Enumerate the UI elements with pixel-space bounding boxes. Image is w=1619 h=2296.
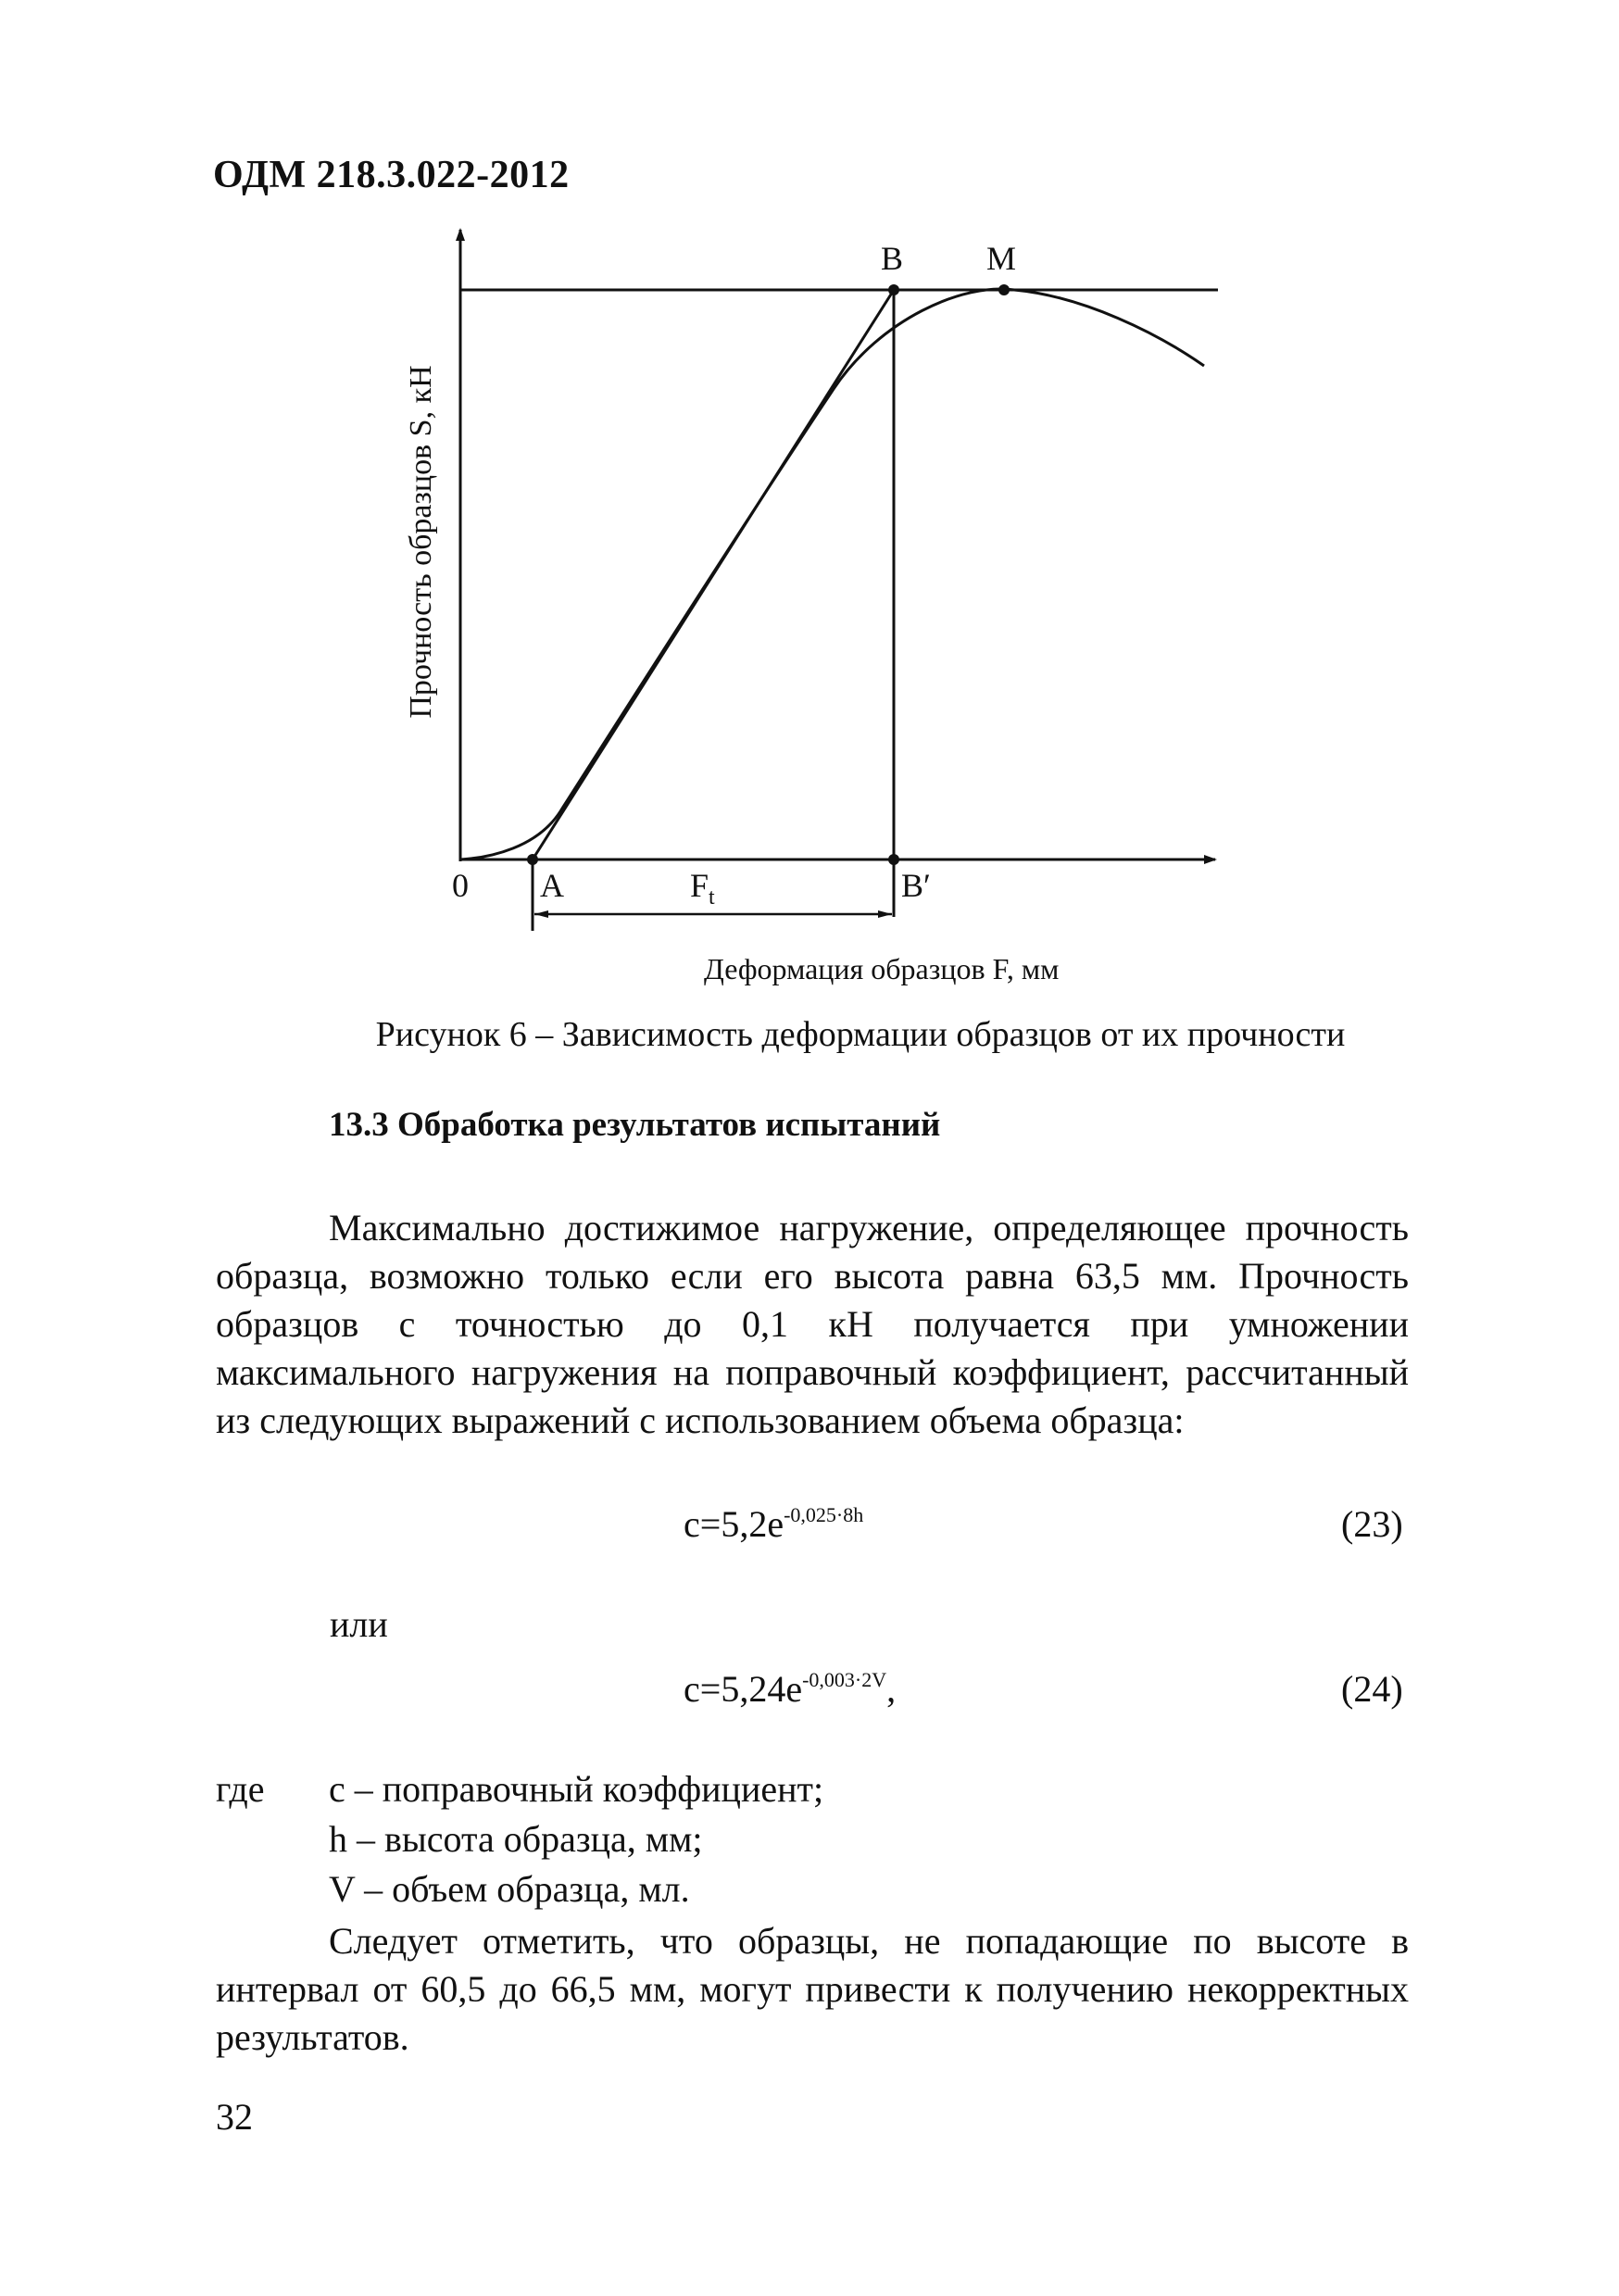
page-number: 32	[216, 2096, 253, 2138]
formula-23-exponent: -0,025·8h	[784, 1503, 864, 1526]
formula-24-suffix: ,	[886, 1668, 897, 1710]
paragraph-note: Следует отметить, что образцы, не попадающие по высоте в интервал от 60,5 до 66,5 мм, могут привести к получению некорректных результатов.	[216, 1920, 1409, 2058]
y-axis-label: Прочность образцов S, кН	[404, 365, 438, 719]
section-heading: 13.3 Обработка результатов испытаний	[329, 1106, 941, 1144]
point-b-prime-label: B′	[901, 867, 931, 904]
point-a-label: A	[540, 867, 564, 904]
point-b-label: B	[881, 240, 904, 277]
formula-23	[684, 1502, 863, 1546]
point-m-marker	[998, 284, 1010, 295]
document-code: ОДМ 218.3.022-2012	[213, 154, 570, 196]
paragraph-intro: Максимально достижимое нагружение, определяющее прочность образца, возможно только если его высота равна 63,5 мм. Прочность образцов с точностью до 0,1 кН получается при умножении максимального нагружения на поправочный коэффициент, рассчитанный из следующих выражений с использованием объема образца:	[216, 1207, 1409, 1441]
figure-caption: Рисунок 6 – Зависимость деформации образцов от их прочности	[375, 1015, 1346, 1054]
x-axis-label: Деформация образцов F, мм	[704, 952, 1060, 985]
formula-24-exponent: -0,003·2V	[802, 1668, 887, 1691]
point-m-label: M	[986, 240, 1017, 277]
ft-label: $F_t$	[690, 867, 715, 910]
formula-24-base: c=5,24e	[684, 1668, 803, 1710]
point-b-marker	[888, 284, 899, 295]
point-a-marker	[527, 854, 538, 865]
where-word: где	[216, 1768, 265, 1810]
formula-24	[684, 1667, 896, 1711]
origin-label: 0	[452, 867, 469, 904]
figure-6	[0, 0, 1619, 1019]
formula-23-base: c=5,2e	[684, 1503, 784, 1545]
deformation-strength-diagram	[0, 0, 1619, 1019]
definition-v: V – объем образца, мл.	[329, 1868, 690, 1910]
or-word: или	[330, 1603, 388, 1645]
formula-23-number: (23)	[1341, 1503, 1403, 1545]
point-b-prime-marker	[888, 854, 899, 865]
definition-h: h – высота образца, мм;	[329, 1818, 703, 1860]
strength-curve	[460, 289, 1204, 859]
formula-24-number: (24)	[1341, 1668, 1403, 1710]
definition-c: с – поправочный коэффициент;	[329, 1768, 824, 1810]
